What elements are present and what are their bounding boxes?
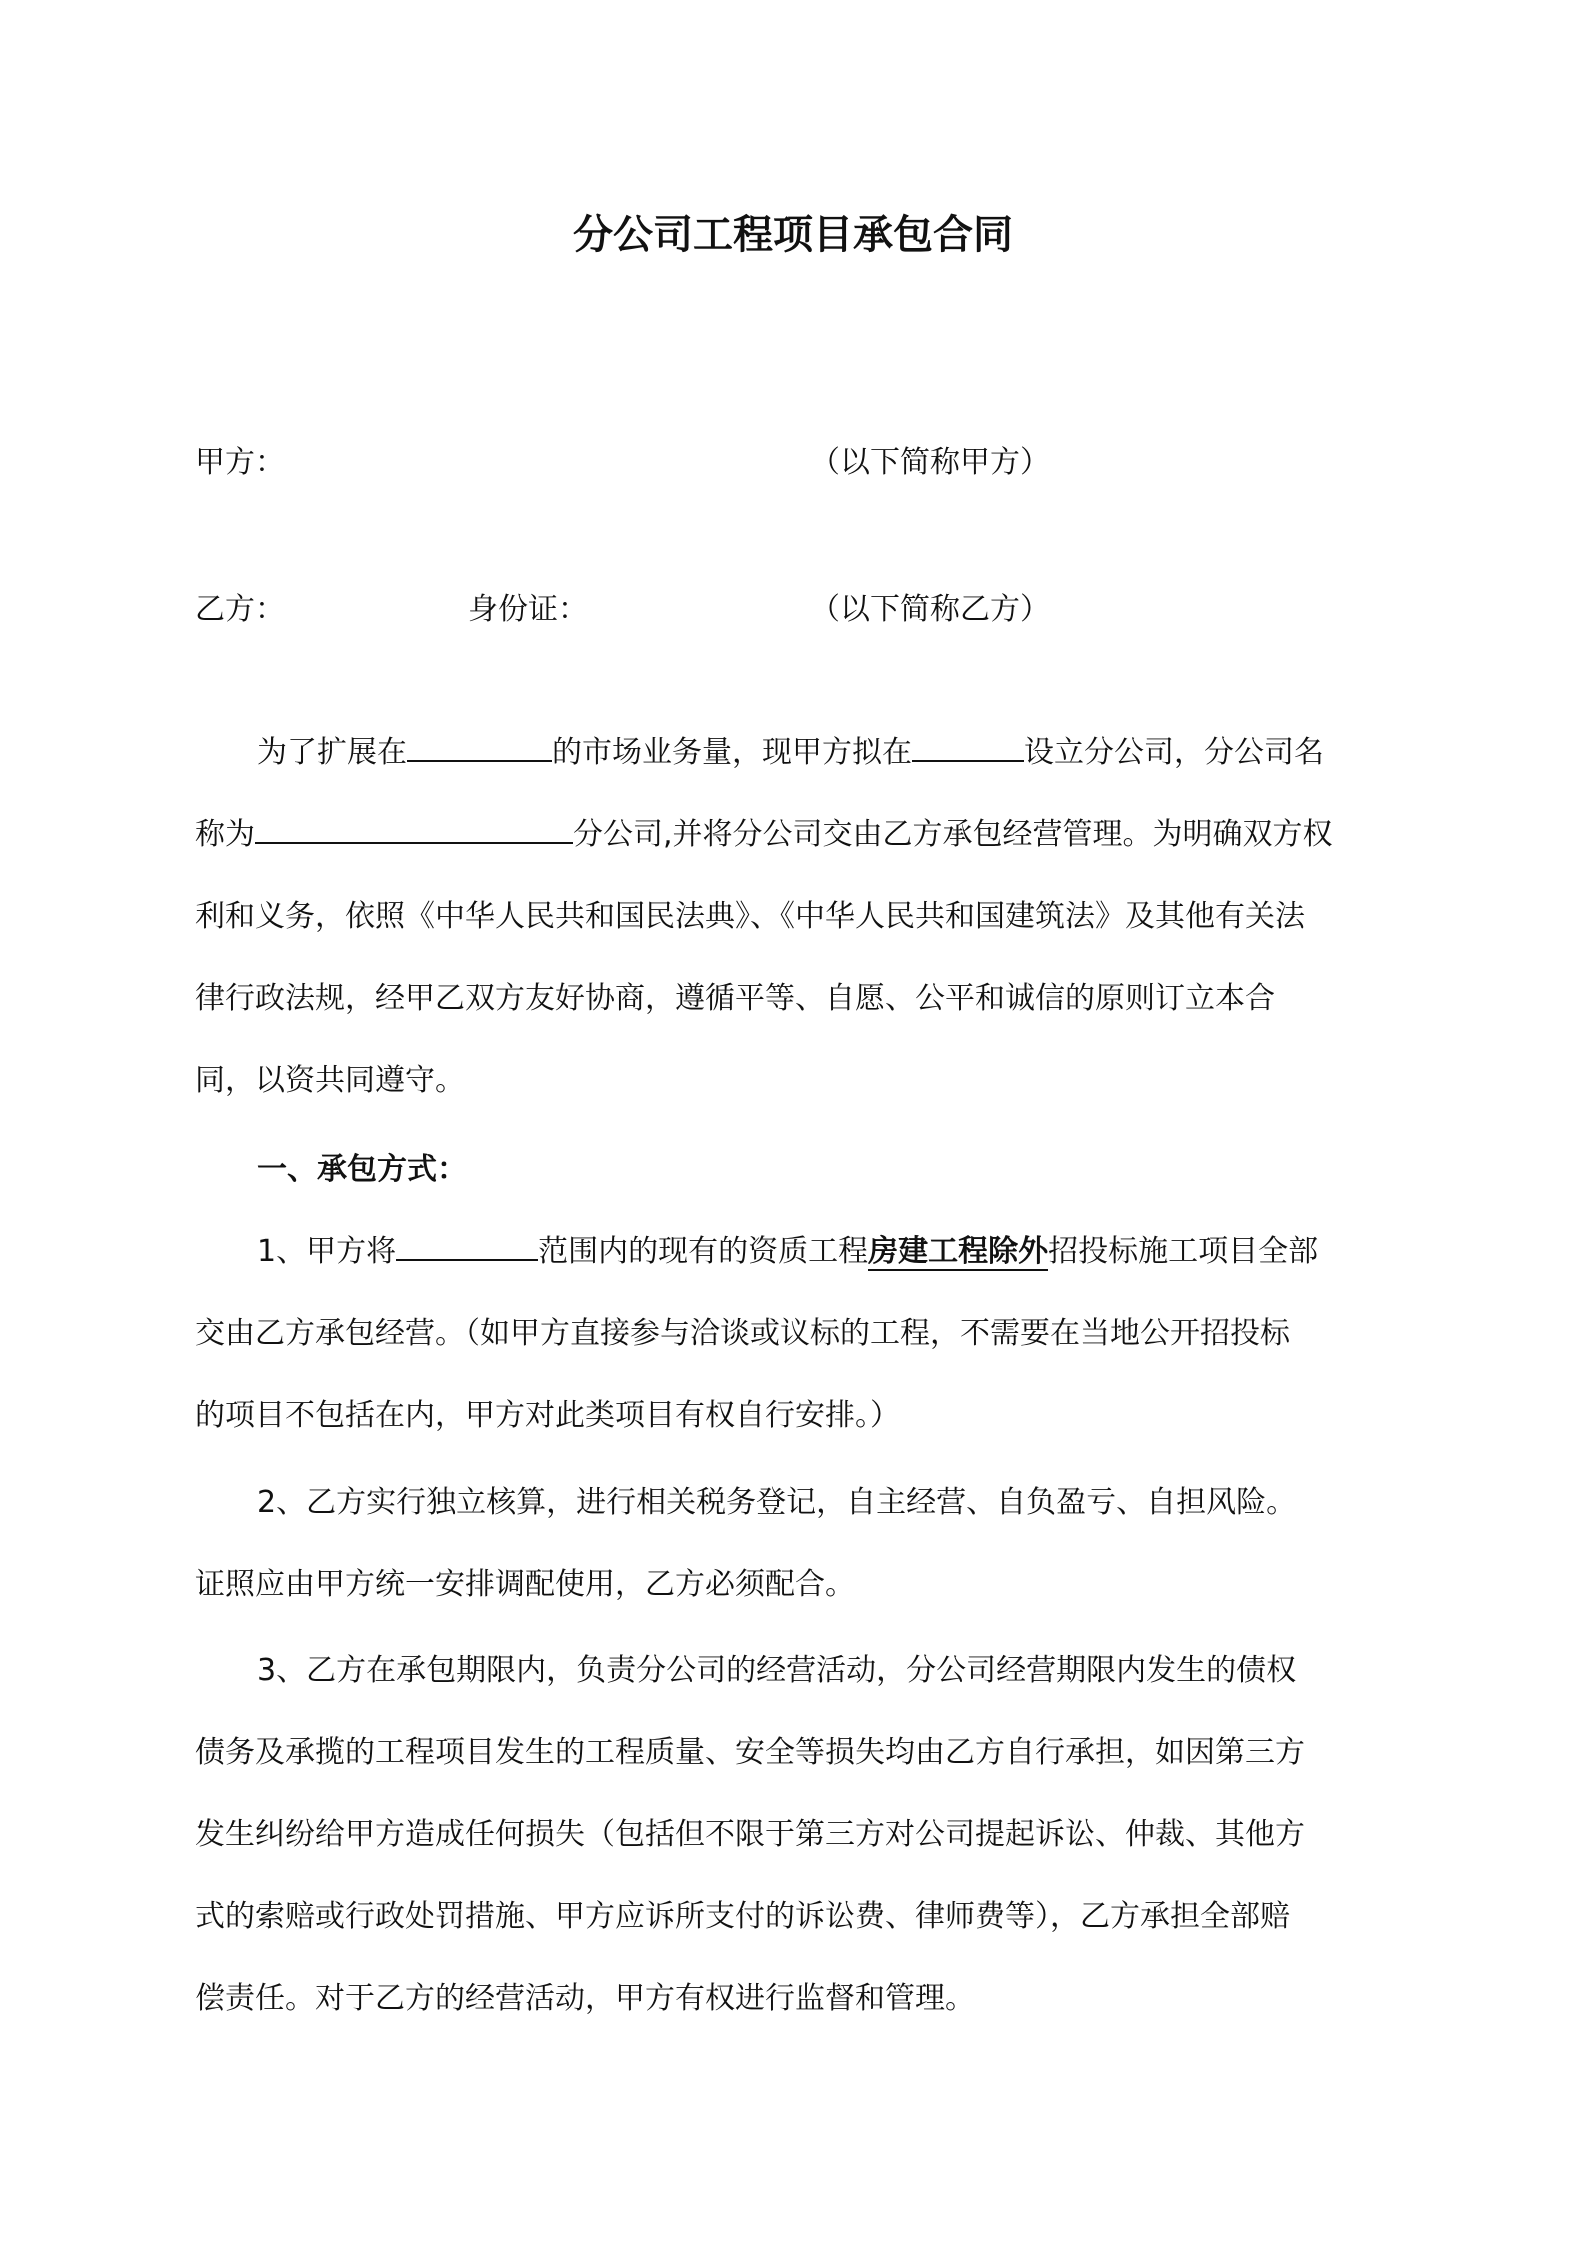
- clause-3-line-4: 式的索赔或行政处罚措施、甲方应诉所支付的诉讼费、律师费等），乙方承担全部赔: [195, 1899, 1290, 1934]
- section-1-heading: 一、承包方式：: [257, 1152, 467, 1187]
- party-b-id-label: 身份证：: [468, 592, 588, 627]
- clause-1-line-3: 的项目不包括在内，甲方对此类项目有权自行安排。）: [195, 1398, 900, 1433]
- clause-2: [195, 1462, 1405, 1626]
- document-title: 分公司工程项目承包合同: [573, 212, 1013, 258]
- clause-1-line-2: 交由乙方承包经营。（如甲方直接参与洽谈或议标的工程，不需要在当地公开招投标: [195, 1316, 1290, 1351]
- clause-3-line-5: 偿责任。对于乙方的经营活动，甲方有权进行监督和管理。: [195, 1981, 975, 2016]
- section-1: [195, 1129, 1405, 1211]
- clause-1: [195, 1211, 1405, 1457]
- preamble-line-2: [195, 794, 1405, 876]
- clause-3: [195, 1630, 1405, 2040]
- preamble-line-5: 同，以资共同遵守。: [195, 1063, 465, 1098]
- preamble-text: 的市场业务量，现甲方拟在: [552, 735, 912, 770]
- preamble-line-1: [195, 712, 1405, 794]
- preamble-line-4: 律行政法规，经甲乙双方友好协商，遵循平等、自愿、公平和诚信的原则订立本合: [195, 981, 1275, 1016]
- preamble-paragraph: [195, 712, 1405, 1122]
- clause-2-line-2: 证照应由甲方统一安排调配使用，乙方必须配合。: [195, 1567, 855, 1602]
- clause-text: 范围内的现有的资质工程: [538, 1234, 869, 1269]
- preamble-text: 设立分公司，分公司名: [1024, 735, 1324, 770]
- blank-branch-name: [255, 812, 573, 844]
- clause-text: 招投标施工项目全部: [1048, 1234, 1319, 1269]
- clause-text: 1、甲方将: [257, 1234, 397, 1269]
- blank-scope: [396, 1229, 538, 1261]
- blank-market-area: [407, 730, 552, 762]
- party-b-alias: （以下简称乙方）: [810, 592, 1050, 627]
- party-a-label: 甲方：: [195, 445, 285, 480]
- preamble-line-3: 利和义务，依照《中华人民共和国民法典》、《中华人民共和国建筑法》及其他有关法: [195, 899, 1305, 934]
- preamble-text: 为了扩展在: [257, 735, 407, 770]
- clause-1-line-1: [195, 1211, 1405, 1293]
- clause-3-line-1: 3、乙方在承包期限内，负责分公司的经营活动，分公司经营期限内发生的债权: [257, 1653, 1297, 1688]
- highlighted-exclusion: 房建工程除外: [868, 1234, 1049, 1269]
- clause-2-line-1: 2、乙方实行独立核算，进行相关税务登记，自主经营、自负盈亏、自担风险。: [257, 1485, 1297, 1520]
- preamble-text: 分公司,并将分公司交由乙方承包经营管理。为明确双方权: [573, 817, 1333, 852]
- party-b-label: 乙方：: [195, 592, 285, 627]
- clause-3-line-3: 发生纠纷给甲方造成任何损失（包括但不限于第三方对公司提起诉讼、仲裁、其他方: [195, 1817, 1305, 1852]
- blank-branch-location: [912, 730, 1024, 762]
- party-a-alias: （以下简称甲方）: [810, 445, 1050, 480]
- clause-3-line-2: 债务及承揽的工程项目发生的工程质量、安全等损失均由乙方自行承担，如因第三方: [195, 1735, 1305, 1770]
- preamble-text: 称为: [195, 817, 255, 852]
